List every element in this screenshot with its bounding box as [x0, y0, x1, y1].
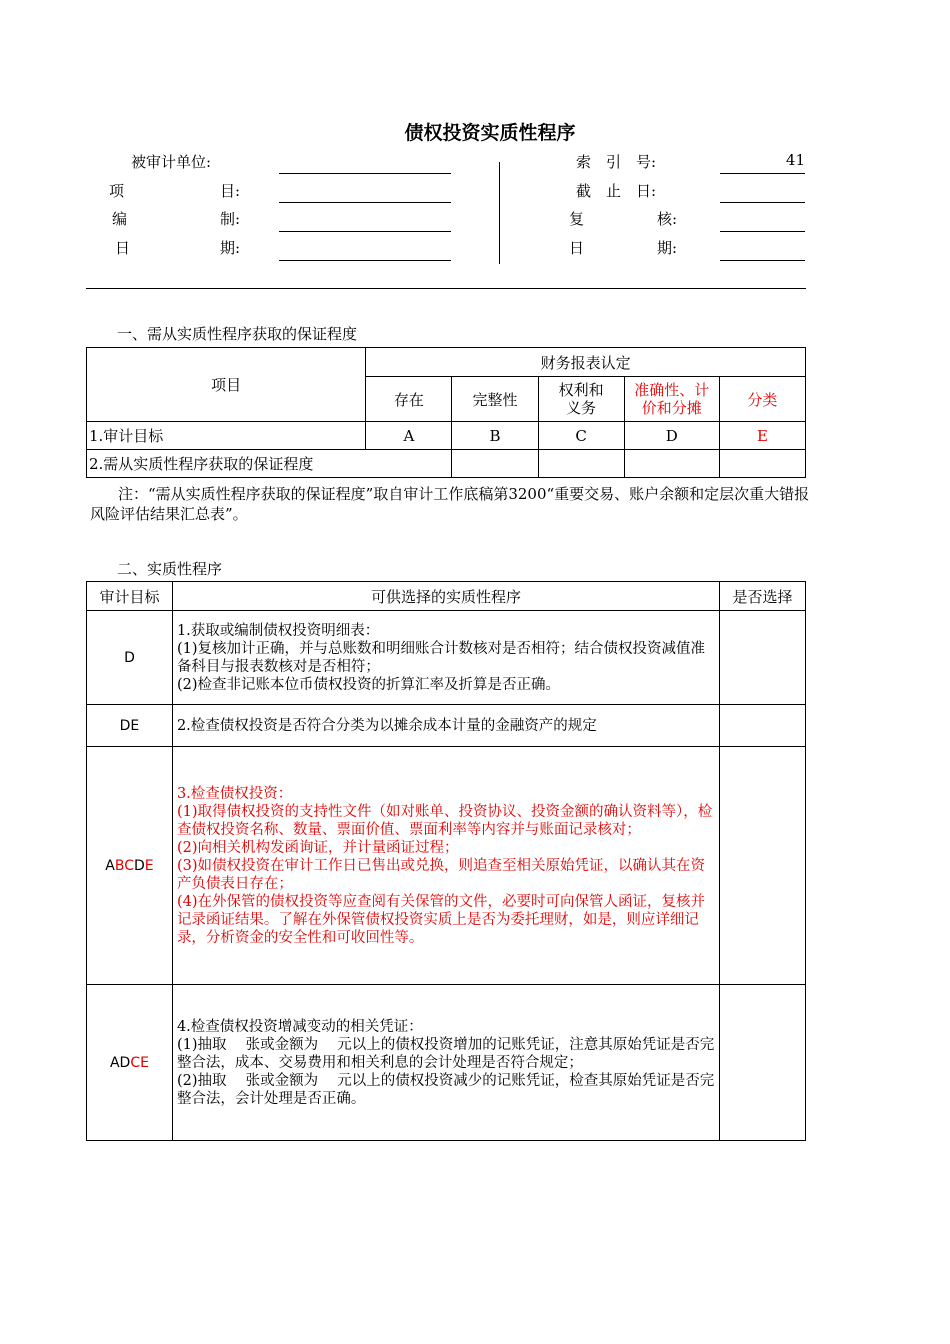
col-procedure: 可供选择的实质性程序: [172, 582, 719, 611]
target-cell-e: E: [719, 422, 805, 450]
target-cell-d: D: [624, 422, 719, 450]
col-classification: 分类: [719, 377, 805, 422]
date-left-label-b: 期:: [220, 239, 241, 257]
review-field[interactable]: [720, 231, 805, 232]
date-left-field[interactable]: [279, 260, 451, 261]
target-letter: B: [114, 857, 125, 874]
col-rights: 权利和 义务: [538, 377, 624, 422]
target-letter: C: [130, 1054, 141, 1071]
target-letter: D: [134, 857, 145, 874]
audited-entity-label: 被审计单位:: [131, 153, 212, 171]
target-letter: A: [109, 1054, 120, 1071]
header-rule: [86, 288, 806, 289]
date-right-label-b: 期:: [657, 239, 678, 257]
row-audit-target-label: 1.审计目标: [87, 422, 366, 450]
index-label: 索 引 号:: [576, 153, 657, 171]
procedure-select-cell[interactable]: [720, 611, 806, 705]
procedure-text: 3.检查债权投资： (1)取得债权投资的支持性文件（如对账单、投资协议、投资金额的确认资料等），检查债权投资名称、数量、票面价值、票面利率等内容并与账面记录核对； (2)向相关机构发函询证，并计量函证过程； (3)如债权投资在审计工作日已售出或兑换，则追查至相关原始凭证，以确认其在资产负债表日存在； (4)在外保管的债权投资等应查阅有关保管的文件，必要时可向保管人函证，复核并记录函证结果。了解在外保管债权投资实质上是否为委托理财，如是，则应详细记录，分析资金的安全性和可收回性等。: [172, 747, 719, 985]
header-divider: [499, 162, 500, 264]
prepared-label-a: 编: [112, 210, 128, 228]
procedure-text: 2.检查债权投资是否符合分类为以摊余成本计量的金融资产的规定: [172, 705, 719, 747]
col-selected: 是否选择: [720, 582, 806, 611]
procedure-select-cell[interactable]: [720, 747, 806, 985]
review-label-b: 核:: [657, 210, 678, 228]
procedure-select-cell[interactable]: [720, 985, 806, 1141]
col-completeness: 完整性: [452, 377, 538, 422]
prepared-field[interactable]: [279, 231, 451, 232]
col-audit-target: 审计目标: [87, 582, 173, 611]
procedure-select-cell[interactable]: [720, 705, 806, 747]
assurance-cell-b[interactable]: [452, 450, 538, 478]
prepared-label-b: 制:: [220, 210, 241, 228]
assurance-cell-c[interactable]: [538, 450, 624, 478]
procedure-text: 1.获取或编制债权投资明细表： (1)复核加计正确，并与总账数和明细账合计数核对是否相符；结合债权投资减值准备科目与报表数核对是否相符； (2)检查非记账本位币债权投资的折算汇率及折算是否正确。: [172, 611, 719, 705]
date-right-label-a: 日: [569, 239, 585, 257]
assurance-cell-e[interactable]: [719, 450, 805, 478]
col-group-header: 财务报表认定: [366, 348, 806, 377]
page-title: 债权投资实质性程序: [404, 122, 576, 144]
review-label-a: 复: [569, 210, 585, 228]
project-field[interactable]: [279, 202, 451, 203]
procedure-target: D: [87, 611, 173, 705]
audited-entity-field[interactable]: [279, 173, 451, 174]
project-label-a: 项: [109, 182, 125, 200]
procedure-table: [86, 581, 806, 1141]
col-existence: 存在: [366, 377, 452, 422]
project-label-b: 目:: [220, 182, 241, 200]
col-item-header: 项目: [87, 348, 366, 422]
procedure-target: DE: [87, 705, 173, 747]
target-cell-b: B: [452, 422, 538, 450]
target-cell-c: C: [538, 422, 624, 450]
target-letter: C: [124, 857, 134, 874]
section2-heading: 二、实质性程序: [117, 560, 223, 578]
target-letter: D: [119, 1054, 131, 1071]
date-right-field[interactable]: [720, 260, 805, 261]
procedure-target-mixed: [87, 747, 173, 985]
target-letter: E: [140, 1054, 149, 1071]
cutoff-field[interactable]: [720, 202, 805, 203]
index-field[interactable]: [720, 173, 805, 174]
index-value: 41: [785, 151, 805, 169]
cutoff-label: 截 止 日:: [576, 182, 657, 200]
target-letter: A: [105, 857, 115, 874]
target-cell-a: A: [366, 422, 452, 450]
date-left-label-a: 日: [115, 239, 131, 257]
procedure-target-mixed: [87, 985, 173, 1141]
col-accuracy: 准确性、计 价和分摊: [624, 377, 719, 422]
section1-note: 注：“需从实质性程序获取的保证程度”取自审计工作底稿第3200“重要交易、账户余额和定层次重大错报风险评估结果汇总表”。: [90, 485, 810, 523]
target-letter: E: [144, 857, 154, 874]
procedure-text: 4.检查债权投资增减变动的相关凭证： (1)抽取 张或金额为 元以上的债权投资增加的记账凭证，注意其原始凭证是否完整合法，成本、交易费用和相关利息的会计处理是否符合规定； (2)抽取 张或金额为 元以上的债权投资减少的记账凭证，检查其原始凭证是否完整合法，会计处理是否正确。: [172, 985, 719, 1141]
section1-heading: 一、需从实质性程序获取的保证程度: [117, 325, 358, 343]
assurance-table: [86, 347, 806, 478]
row-assurance-label: 2.需从实质性程序获取的保证程度: [87, 450, 452, 478]
assurance-cell-d[interactable]: [624, 450, 719, 478]
